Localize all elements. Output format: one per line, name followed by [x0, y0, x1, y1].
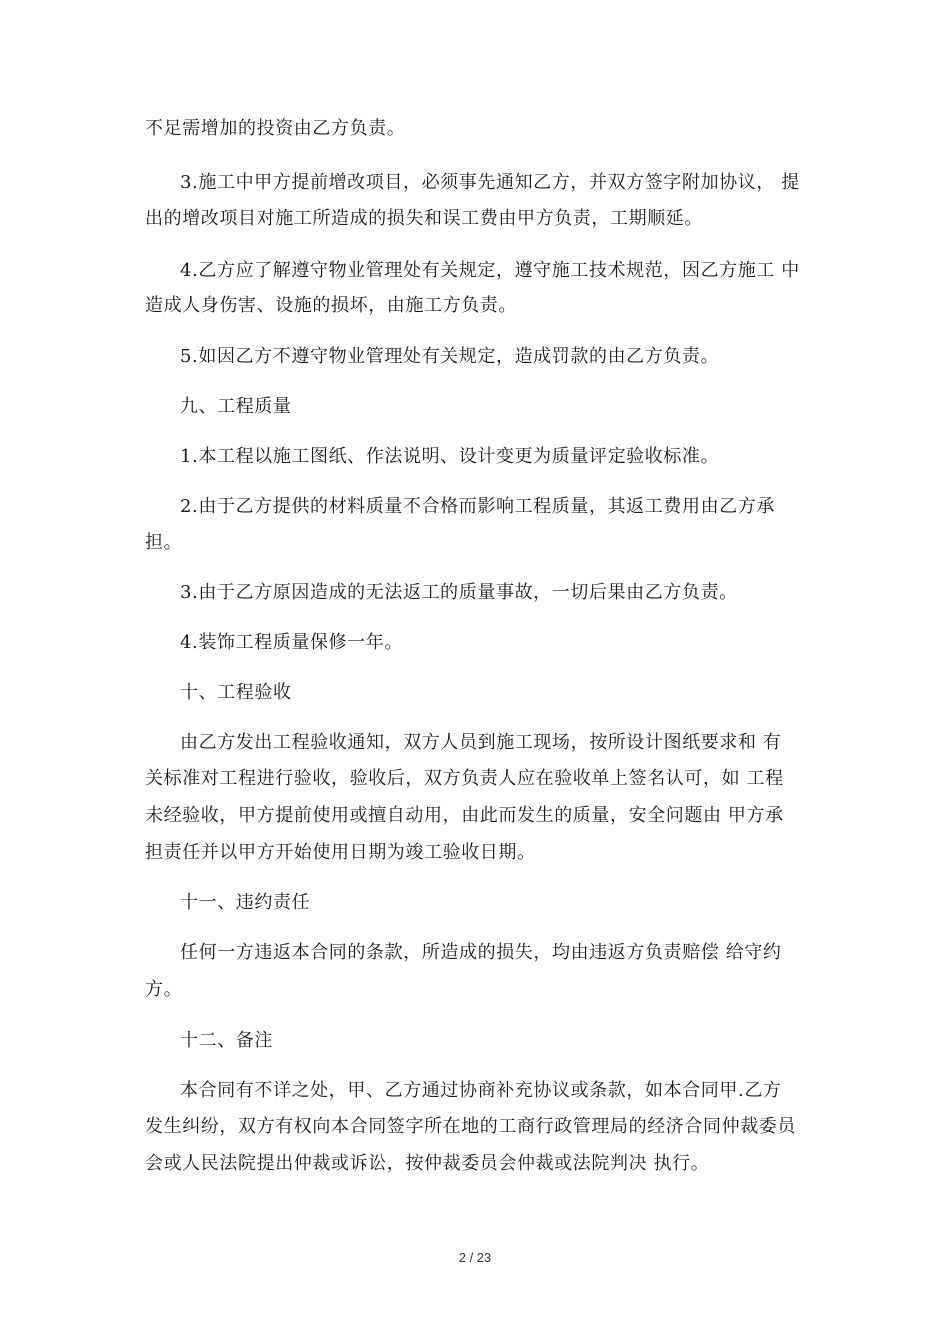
text-line: 会或人民法院提出仲裁或诉讼，按仲裁委员会仲裁或法院判决 执行。 [145, 1153, 710, 1174]
text-line: 4.乙方应了解遵守物业管理处有关规定，遵守施工技术规范，因乙方施工 中 [180, 260, 800, 281]
section-heading: 十一、违约责任 [180, 892, 311, 913]
text-line: 造成人身伤害、设施的损坏，由施工方负责。 [145, 295, 517, 316]
section-heading: 十、工程验收 [180, 682, 292, 703]
section-heading: 十二、备注 [180, 1030, 273, 1051]
text-line: 不足需增加的投资由乙方负责。 [145, 118, 406, 139]
text-line: 1.本工程以施工图纸、作法说明、设计变更为质量评定验收标准。 [180, 446, 720, 467]
text-line: 5.如因乙方不遵守物业管理处有关规定，造成罚款的由乙方负责。 [180, 346, 720, 367]
text-line: 关标准对工程进行验收，验收后，双方负责人应在验收单上签名认可，如 工程 [145, 768, 784, 789]
text-line: 方。 [145, 979, 183, 1000]
text-line: 出的增改项目对施工所造成的损失和误工费由甲方负责，工期顺延。 [145, 208, 703, 229]
section-heading: 九、工程质量 [180, 396, 292, 417]
page-number: 2 / 23 [458, 1250, 492, 1265]
text-line: 2.由于乙方提供的材料质量不合格而影响工程质量，其返工费用由乙方承 [180, 496, 775, 517]
text-line: 3.由于乙方原因造成的无法返工的质量事故，一切后果由乙方负责。 [180, 582, 738, 603]
text-line: 3.施工中甲方提前增改项目，必须事先通知乙方，并双方签字附加协议， 提 [180, 172, 800, 193]
text-line: 本合同有不详之处，甲、乙方通过协商补充协议或条款，如本合同甲.乙方 [180, 1080, 782, 1101]
text-line: 担。 [145, 532, 183, 553]
text-line: 发生纠纷，双方有权向本合同签字所在地的工商行政管理局的经济合同仲裁委员 [145, 1116, 796, 1137]
text-line: 4.装饰工程质量保修一年。 [180, 632, 403, 653]
text-line: 任何一方违返本合同的条款，所造成的损失，均由违返方负责赔偿 给守约 [180, 942, 782, 963]
text-line: 担责任并以甲方开始使用日期为竣工验收日期。 [145, 842, 536, 863]
text-line: 未经验收，甲方提前使用或擅自动用，由此而发生的质量，安全问题由 甲方承 [145, 805, 784, 826]
text-line: 由乙方发出工程验收通知，双方人员到施工现场，按所设计图纸要求和 有 [180, 732, 782, 753]
